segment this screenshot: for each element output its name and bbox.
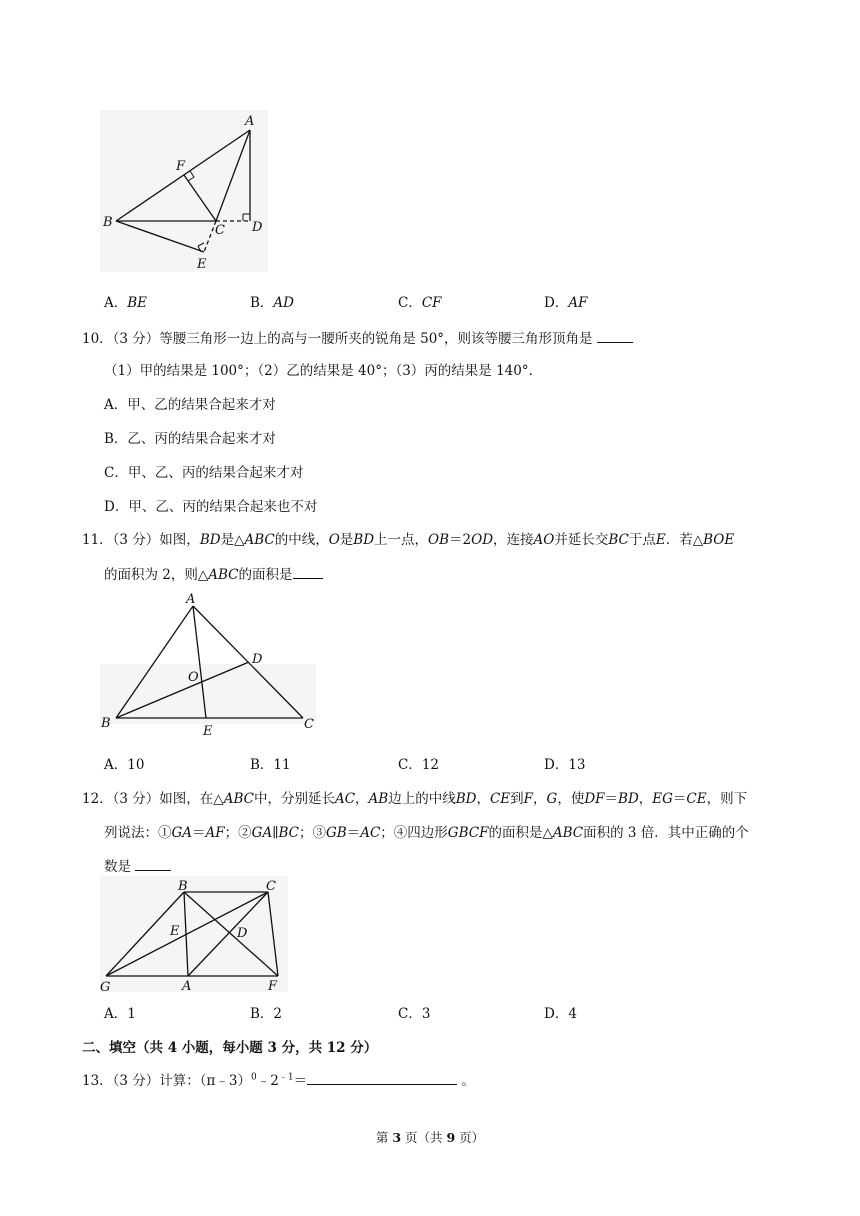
q13-answer-blank[interactable]: [307, 1084, 457, 1085]
q9-option-d-value: AF: [568, 295, 588, 311]
q12-label-a: A: [182, 979, 192, 994]
q12-label-b: B: [178, 879, 188, 894]
q9-option-b[interactable]: [250, 291, 294, 311]
page-footer: 第 3 页（共 9 页）: [375, 1130, 485, 1145]
q13-suffix: 。: [461, 1073, 475, 1089]
q10-answer-blank[interactable]: [597, 342, 633, 343]
section-2-title: 二、填空（共 4 小题，每小题 3 分，共 12 分）: [82, 1040, 378, 1056]
q10-stem-text: 10．（3 分）等腰三角形一边上的高与一腰所夹的锐角是 50°，则该等腰三角形顶角是: [82, 331, 593, 347]
q12-label-e: E: [170, 924, 180, 939]
q13-equals: ＝: [293, 1073, 308, 1089]
q12-option-a[interactable]: A．1: [104, 1006, 136, 1022]
q12-label-f: F: [268, 979, 278, 994]
q12-option-c[interactable]: C．3: [398, 1006, 431, 1022]
q11-stem-line2: 的面积为 2，则△ABC的面积是: [104, 563, 323, 583]
q9-option-c-letter: C．: [398, 295, 422, 311]
q12-stem-line3: 数是: [104, 855, 171, 875]
q9-option-d-letter: D．: [544, 295, 569, 311]
q13-mid: ﹣2: [256, 1073, 279, 1089]
page-number: 3: [392, 1130, 402, 1145]
q9-label-b: B: [103, 215, 113, 230]
q12-stem-line1: 12．（3 分）如图，在△ABC中，分别延长AC，AB边上的中线BD，CE到F，G，使DF＝BD，EG＝CE，则下: [82, 791, 748, 807]
q10-option-d[interactable]: D．甲、乙、丙的结果合起来也不对: [104, 499, 318, 515]
q9-option-a-value: BE: [127, 295, 148, 311]
q11-label-c: C: [304, 717, 314, 732]
q11-label-a: A: [186, 592, 196, 607]
q10-stem: [82, 327, 633, 347]
q13-exponent-neg-one: ﹣1: [278, 1072, 294, 1083]
q13-prefix: 13．（3 分）计算：（π﹣3）: [82, 1073, 252, 1089]
q9-label-e: E: [197, 257, 207, 272]
q12-answer-blank[interactable]: [135, 870, 171, 871]
q11-label-e: E: [203, 724, 213, 739]
q12-label-g: G: [100, 980, 111, 995]
q12-label-d: D: [237, 926, 248, 941]
q11-label-d: D: [252, 652, 263, 667]
q11-figure: [100, 592, 320, 742]
q13-exponent-zero: 0: [251, 1072, 257, 1083]
q11-option-d[interactable]: D．13: [544, 757, 586, 773]
q9-option-b-value: AD: [273, 295, 294, 311]
q9-label-f: F: [176, 159, 186, 174]
q9-label-a: A: [245, 114, 255, 129]
q9-option-b-letter: B．: [250, 295, 274, 311]
q11-option-c[interactable]: C．12: [398, 757, 440, 773]
q11-label-o: O: [188, 670, 199, 685]
q12-stem-line2: 列说法：①GA＝AF；②GA∥BC；③GB＝AC；④四边形GBCF的面积是△ABC面积的 3 倍．其中正确的个: [104, 825, 749, 841]
q9-option-c-value: CF: [421, 295, 442, 311]
q12-option-d[interactable]: D．4: [544, 1006, 577, 1022]
q12-label-c: C: [266, 879, 276, 894]
q9-label-d: D: [252, 220, 263, 235]
q11-stem-line1: 11．（3 分）如图，BD是△ABC的中线，O是BD上一点，OB＝2OD，连接AO并延长交BC于点E．若△BOE: [82, 532, 735, 548]
q13-stem: [82, 1069, 475, 1089]
q12-option-b[interactable]: B．2: [250, 1006, 283, 1022]
q11-answer-blank[interactable]: [293, 578, 323, 579]
q10-option-a[interactable]: A．甲、乙的结果合起来才对: [104, 397, 276, 413]
q10-option-c[interactable]: C．甲、乙、丙的结果合起来才对: [104, 465, 304, 481]
q9-option-a-letter: A．: [104, 295, 128, 311]
q9-option-a[interactable]: [104, 291, 147, 311]
q9-option-d[interactable]: [544, 291, 587, 311]
q11-label-b: B: [101, 716, 111, 731]
q9-figure: [100, 110, 270, 275]
page-total: 9: [446, 1130, 456, 1145]
q9-label-c: C: [215, 223, 225, 238]
q10-option-b[interactable]: B．乙、丙的结果合起来才对: [104, 431, 276, 447]
q12-figure: [100, 876, 290, 996]
q11-option-b[interactable]: B．11: [250, 757, 291, 773]
q9-option-c[interactable]: [398, 291, 442, 311]
q11-option-a[interactable]: A．10: [104, 757, 145, 773]
q10-results: （1）甲的结果是 100°；（2）乙的结果是 40°；（3）丙的结果是 140°．: [104, 363, 543, 379]
